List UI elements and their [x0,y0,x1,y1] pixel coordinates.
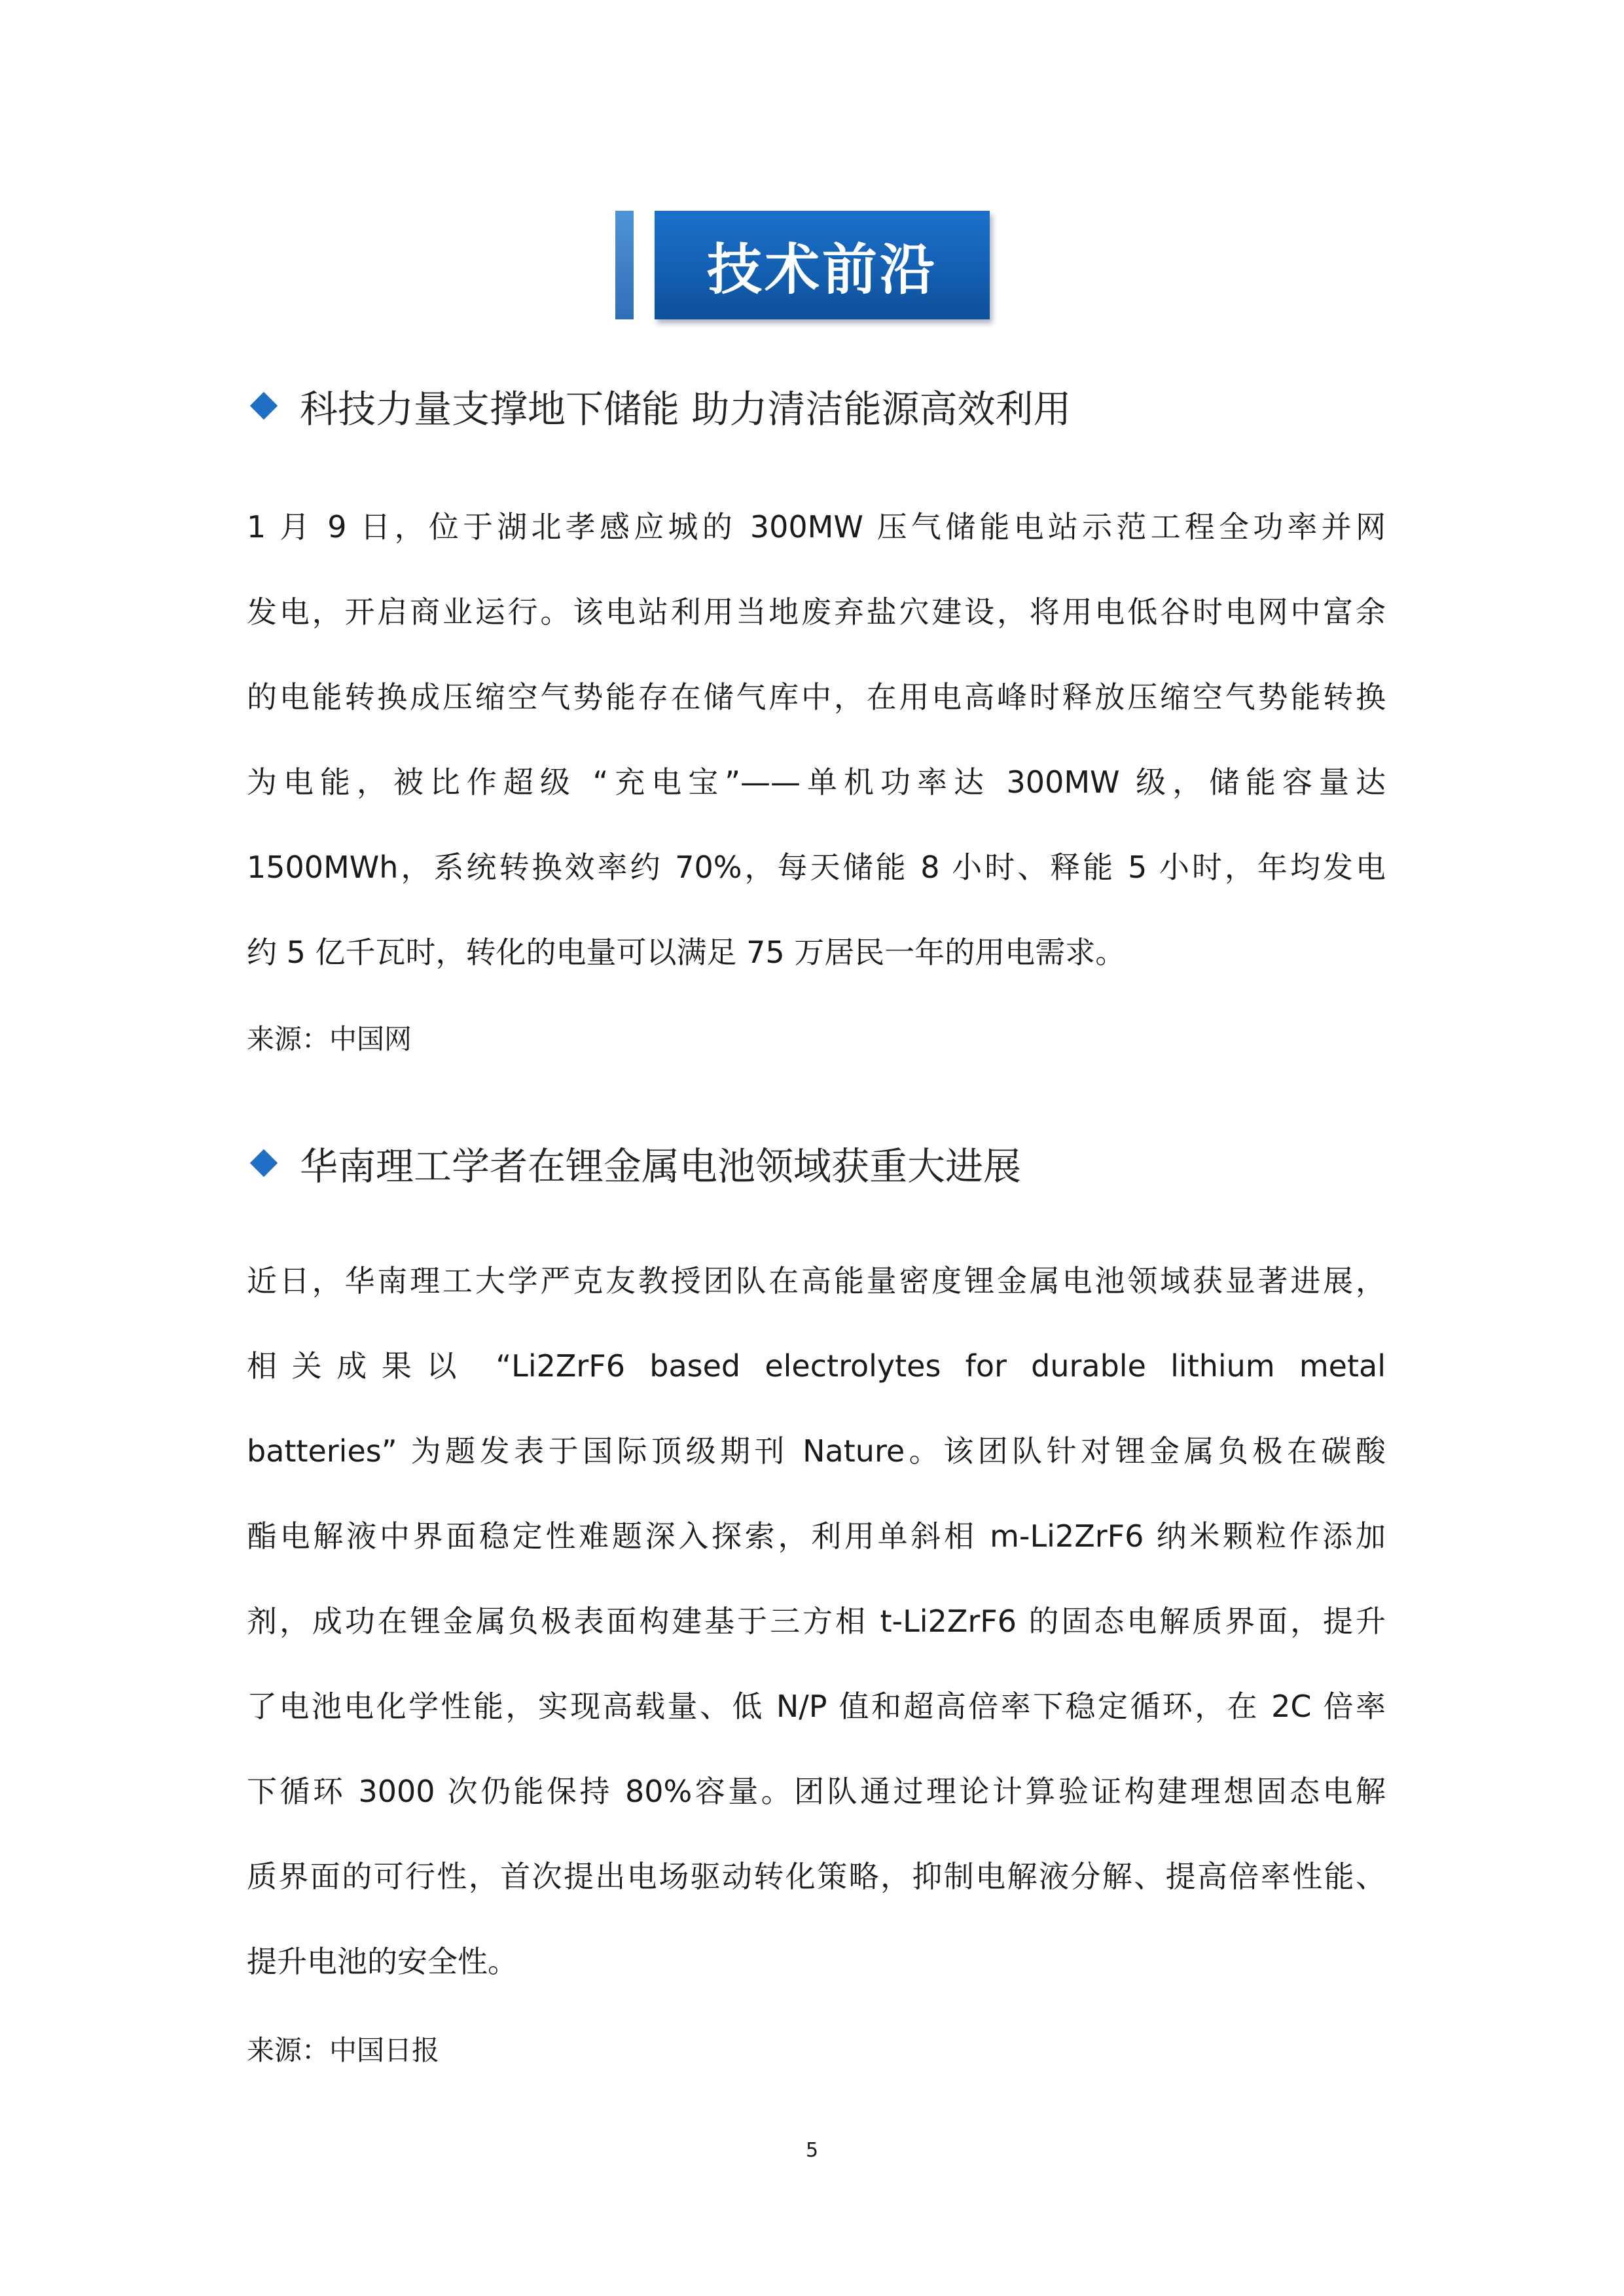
body-line: batteries” 为题发表于国际顶级期刊 Nature。该团队针对锂金属负极在碳酸 [247,1433,1386,1469]
article-body-2 [247,1238,1386,2004]
article-title-1 [254,376,1071,435]
body-line: 1500MWh，系统转换效率约 70%，每天储能 8 小时、释能 5 小时，年均发电 [247,850,1386,885]
section-title: 技术前沿 [706,237,937,302]
article-title-text: 科技力量支撑地下储能 助力清洁能源高效利用 [300,387,1072,431]
section-header [615,211,990,319]
body-line: 提升电池的安全性。 [247,1944,518,1979]
diamond-bullet-icon [250,1149,278,1177]
header-accent-bar [615,211,634,319]
body-line: 的电能转换成压缩空气势能存在储气库中，在用电高峰时释放压缩空气势能转换 [247,679,1386,715]
page-number: 5 [805,2139,819,2162]
body-line: 近日，华南理工大学严克友教授团队在高能量密度锂金属电池领域获显著进展， [247,1263,1386,1299]
article-body-1 [247,484,1386,995]
body-line: 剂，成功在锂金属负极表面构建基于三方相 t-Li2ZrF6 的固态电解质界面，提升 [247,1604,1386,1639]
article-source-2: 来源：中国日报 [247,2034,440,2066]
body-line: 相关成果以 “Li2ZrF6 based electrolytes for durable lithium metal [247,1348,1386,1384]
body-line: 了电池电化学性能，实现高载量、低 N/P 值和超高倍率下稳定循环，在 2C 倍率 [247,1689,1386,1724]
body-line: 约 5 亿千瓦时，转化的电量可以满足 75 万居民一年的用电需求。 [247,935,1126,970]
body-line: 发电，开启商业运行。该电站利用当地废弃盐穴建设，将用电低谷时电网中富余 [247,594,1386,630]
header-box [655,211,990,319]
body-line: 1 月 9 日，位于湖北孝感应城的 300MW 压气储能电站示范工程全功率并网 [247,509,1386,545]
body-line: 下循环 3000 次仍能保持 80%容量。团队通过理论计算验证构建理想固态电解 [247,1774,1386,1809]
body-line: 酯电解液中界面稳定性难题深入探索，利用单斜相 m-Li2ZrF6 纳米颗粒作添加 [247,1518,1386,1554]
article-title-2 [254,1134,1021,1193]
article-source-1: 来源：中国网 [247,1023,412,1055]
body-line: 质界面的可行性，首次提出电场驱动转化策略，抑制电解液分解、提高倍率性能、 [247,1859,1386,1894]
article-title-text: 华南理工学者在锂金属电池领域获重大进展 [300,1144,1022,1189]
body-line: 为电能，被比作超级 “充电宝”——单机功率达 300MW 级，储能容量达 [247,764,1386,800]
diamond-bullet-icon [250,392,278,420]
